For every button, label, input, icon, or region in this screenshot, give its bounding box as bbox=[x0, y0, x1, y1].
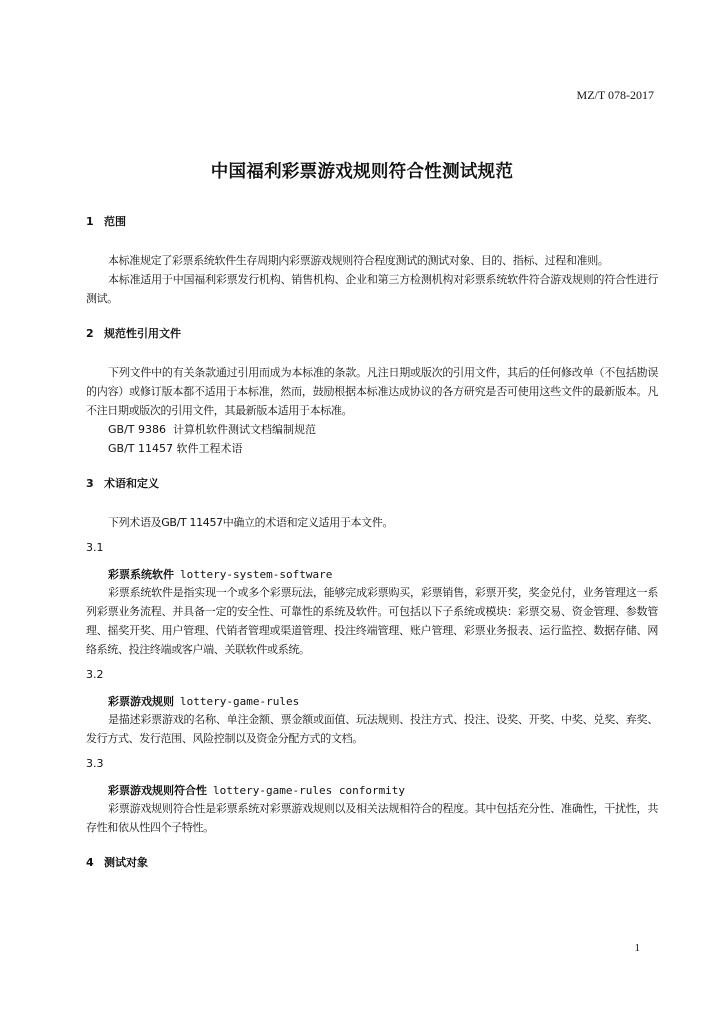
term-name-en: lottery-game-rules bbox=[180, 695, 300, 708]
term-name-en: lottery-system-software bbox=[180, 568, 333, 581]
section-title: 测试对象 bbox=[104, 856, 148, 869]
reference-item: GB/T 11457 软件工程术语 bbox=[108, 442, 243, 455]
section-title: 规范性引用文件 bbox=[104, 327, 181, 340]
term-name-cn: 彩票游戏规则 bbox=[108, 695, 174, 708]
term-name-en: lottery-game-rules conformity bbox=[213, 784, 406, 797]
term-heading bbox=[86, 566, 658, 583]
subclause-number: 3.2 bbox=[86, 668, 104, 681]
term-name-cn: 彩票游戏规则符合性 bbox=[108, 784, 207, 797]
term-definition: 彩票游戏规则符合性是彩票系统对彩票游戏规则以及相关法规相符合的程度。其中包括充分性、准确性，干扰性，共存性和依从性四个子特性。 bbox=[86, 802, 658, 834]
section-heading-normative-references bbox=[86, 326, 658, 342]
paragraph: 本标准规定了彩票系统软件生存周期内彩票游戏规则符合程度测试的测试对象、目的、指标、过程和准则。 bbox=[108, 254, 609, 267]
paragraph: 下列术语及GB/T 11457中确立的术语和定义适用于本文件。 bbox=[108, 516, 394, 529]
paragraph: 本标准适用于中国福利彩票发行机构、销售机构、企业和第三方检测机构对彩票系统软件符合游戏规则的符合性进行测试。 bbox=[86, 273, 658, 305]
standard-number: MZ/T 078-2017 bbox=[576, 88, 654, 102]
section-number: 4 bbox=[86, 856, 94, 869]
term-definition: 彩票系统软件是指实现一个或多个彩票玩法，能够完成彩票购买，彩票销售，彩票开奖，奖金兑付，业务管理这一系列彩票业务流程、并具备一定的安全性、可靠性的系统及软件。可包括以下子系统或模块：彩票交易、资金管理、参数管理、摇奖开奖、用户管理、代销者管理或渠道管理、投注终端管理、账户管理、彩票业务报表、运行监控、数据存储、网络系统、投注终端或客户端、关联软件或系统。 bbox=[86, 586, 658, 656]
section-heading-test-object bbox=[86, 855, 658, 871]
document-title: 中国福利彩票游戏规则符合性测试规范 bbox=[210, 162, 514, 182]
section-heading-terms bbox=[86, 476, 658, 492]
section-title: 范围 bbox=[104, 215, 126, 228]
term-heading bbox=[86, 693, 658, 710]
section-number: 1 bbox=[86, 215, 94, 228]
subclause-number: 3.1 bbox=[86, 541, 104, 554]
section-heading-scope bbox=[86, 214, 658, 230]
section-number: 3 bbox=[86, 477, 94, 490]
subclause-number: 3.3 bbox=[86, 757, 104, 770]
reference-item: GB/T 9386 计算机软件测试文档编制规范 bbox=[108, 423, 316, 436]
page-number: 1 bbox=[634, 942, 640, 954]
section-title: 术语和定义 bbox=[104, 477, 159, 490]
document-body bbox=[86, 214, 658, 871]
term-name-cn: 彩票系统软件 bbox=[108, 568, 174, 581]
section-number: 2 bbox=[86, 327, 94, 340]
paragraph: 下列文件中的有关条款通过引用而成为本标准的条款。凡注日期或版次的引用文件，其后的任何修改单（不包括勘误的内容）或修订版本都不适用于本标准，然而，鼓励根据本标准达成协议的各方研究是否可使用这些文件的最新版本。凡不注日期或版次的引用文件，其最新版本适用于本标准。 bbox=[86, 366, 658, 417]
term-definition: 是描述彩票游戏的名称、单注金额、票金额或面值、玩法规则、投注方式、投注、设奖、开奖、中奖、兑奖、弃奖、发行方式、发行范围、风险控制以及资金分配方式的文档。 bbox=[86, 713, 658, 745]
term-heading bbox=[86, 782, 658, 799]
